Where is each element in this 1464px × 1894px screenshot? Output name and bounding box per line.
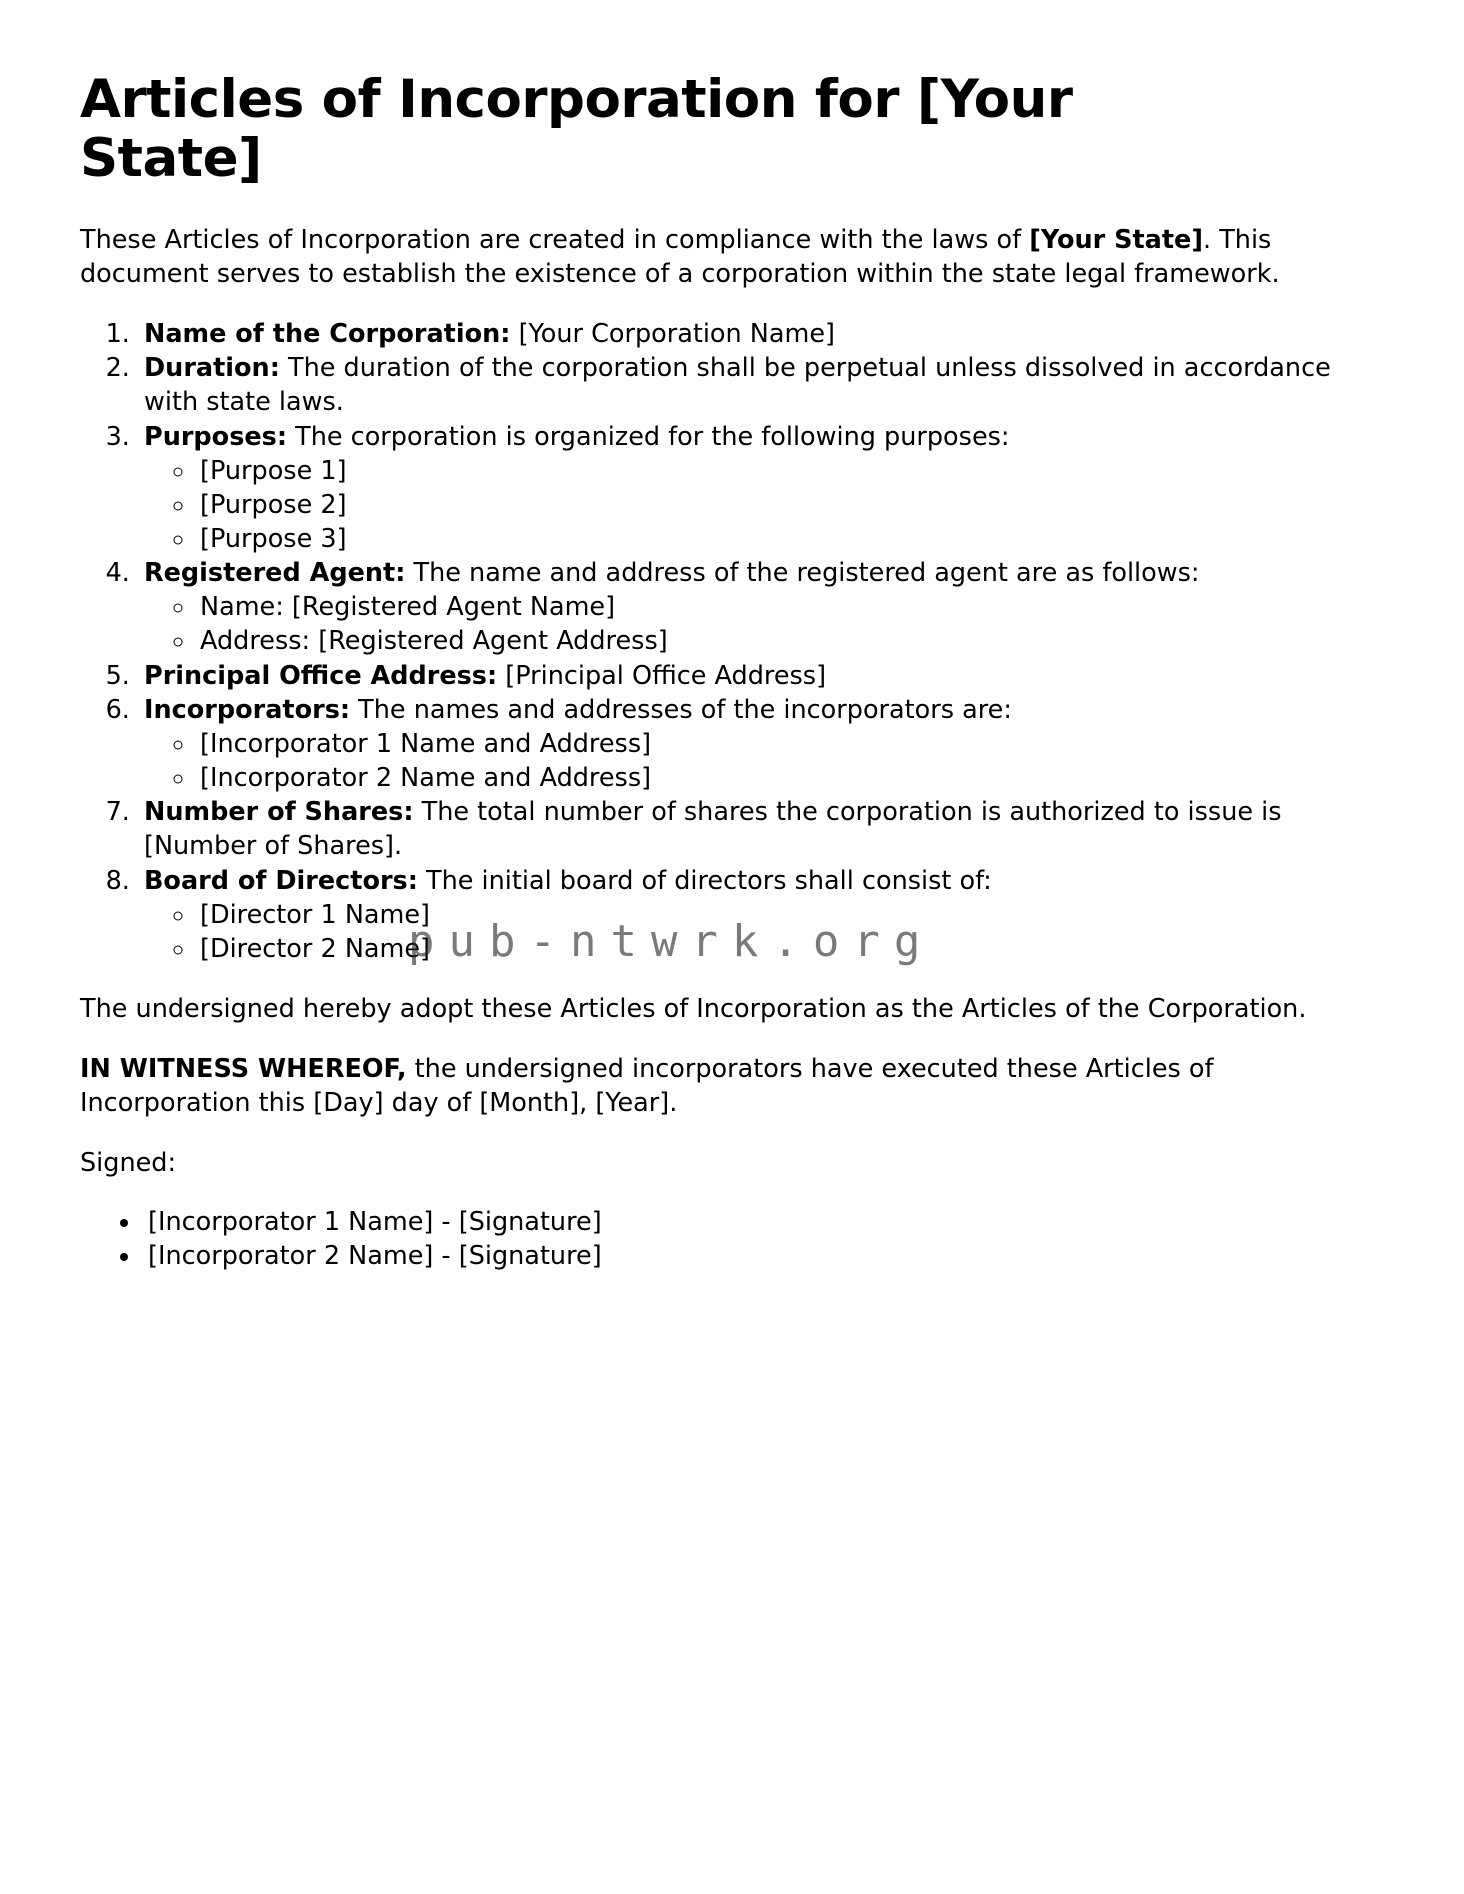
sub-list-purposes bbox=[144, 454, 1364, 556]
list-item bbox=[138, 317, 1364, 351]
item-text: The total number of shares the corporation is authorized to issue is [Number of Shares]. bbox=[144, 797, 1282, 862]
sub-list-registered-agent bbox=[144, 590, 1364, 658]
witness-paragraph bbox=[80, 1052, 1364, 1120]
signature-list bbox=[80, 1205, 1364, 1273]
list-item bbox=[138, 795, 1364, 863]
item-text: The duration of the corporation shall be perpetual unless dissolved in accordance with state laws. bbox=[144, 353, 1331, 418]
sub-list-directors bbox=[144, 898, 1364, 966]
list-item bbox=[138, 659, 1364, 693]
item-label: Duration: bbox=[144, 353, 280, 384]
item-label: Number of Shares: bbox=[144, 797, 414, 828]
signed-label: Signed: bbox=[80, 1148, 177, 1179]
sub-list-incorporators bbox=[144, 727, 1364, 795]
item-label: Principal Office Address: bbox=[144, 660, 498, 691]
intro-state-bold: [Your State] bbox=[1029, 224, 1203, 255]
intro-text-part2: . This document serves to establish the existence of a corporation within the state legal framework. bbox=[80, 224, 1280, 289]
sub-list-item: ◦ [Incorporator 1 Name and Address] bbox=[196, 727, 1364, 761]
list-item bbox=[138, 864, 1364, 966]
item-label: Name of the Corporation: bbox=[144, 319, 511, 350]
item-label: Board of Directors: bbox=[144, 865, 418, 896]
item-label: Incorporators: bbox=[144, 694, 351, 725]
item-text: [Principal Office Address] bbox=[497, 660, 827, 691]
sub-list-item: ◦ [Director 2 Name] bbox=[196, 932, 1364, 966]
sub-list-item: ◦ [Director 1 Name] bbox=[196, 898, 1364, 932]
list-item: • [Incorporator 1 Name] - [Signature] bbox=[142, 1205, 1364, 1239]
sub-list-item: ◦ [Purpose 3] bbox=[196, 522, 1364, 556]
list-item bbox=[138, 693, 1364, 795]
item-text: [Your Corporation Name] bbox=[510, 319, 835, 350]
sub-list-item: ◦ Name: [Registered Agent Name] bbox=[196, 590, 1364, 624]
item-text: The name and address of the registered agent are as follows: bbox=[405, 558, 1200, 589]
item-text: The names and addresses of the incorporators are: bbox=[350, 694, 1012, 725]
watermark: pub-ntwrk.org bbox=[408, 916, 935, 967]
item-label: Registered Agent: bbox=[144, 558, 406, 589]
adoption-paragraph: The undersigned hereby adopt these Articles of Incorporation as the Articles of the Corporation. bbox=[80, 994, 1307, 1024]
list-item bbox=[138, 556, 1364, 658]
sub-list-item: ◦ [Purpose 1] bbox=[196, 454, 1364, 488]
intro-paragraph bbox=[80, 223, 1364, 291]
list-item: • [Incorporator 2 Name] - [Signature] bbox=[142, 1239, 1364, 1273]
item-text: The initial board of directors shall consist of: bbox=[417, 865, 992, 896]
sub-list-item: ◦ [Purpose 2] bbox=[196, 488, 1364, 522]
list-item bbox=[138, 351, 1364, 419]
witness-bold: IN WITNESS WHEREOF, bbox=[80, 1054, 407, 1085]
sub-list-item: ◦ [Incorporator 2 Name and Address] bbox=[196, 761, 1364, 795]
intro-text-part1: These Articles of Incorporation are created in compliance with the laws of bbox=[80, 224, 1030, 255]
sub-list-item: ◦ Address: [Registered Agent Address] bbox=[196, 624, 1364, 658]
articles-list bbox=[80, 317, 1364, 966]
item-label: Purposes: bbox=[144, 421, 288, 452]
item-text: The corporation is organized for the following purposes: bbox=[287, 421, 1010, 452]
list-item bbox=[138, 420, 1364, 557]
witness-text: the undersigned incorporators have executed these Articles of Incorporation this [Day] day of [Month], [Year]. bbox=[80, 1054, 1214, 1119]
page-title: Articles of Incorporation for [Your State] bbox=[80, 69, 1073, 190]
